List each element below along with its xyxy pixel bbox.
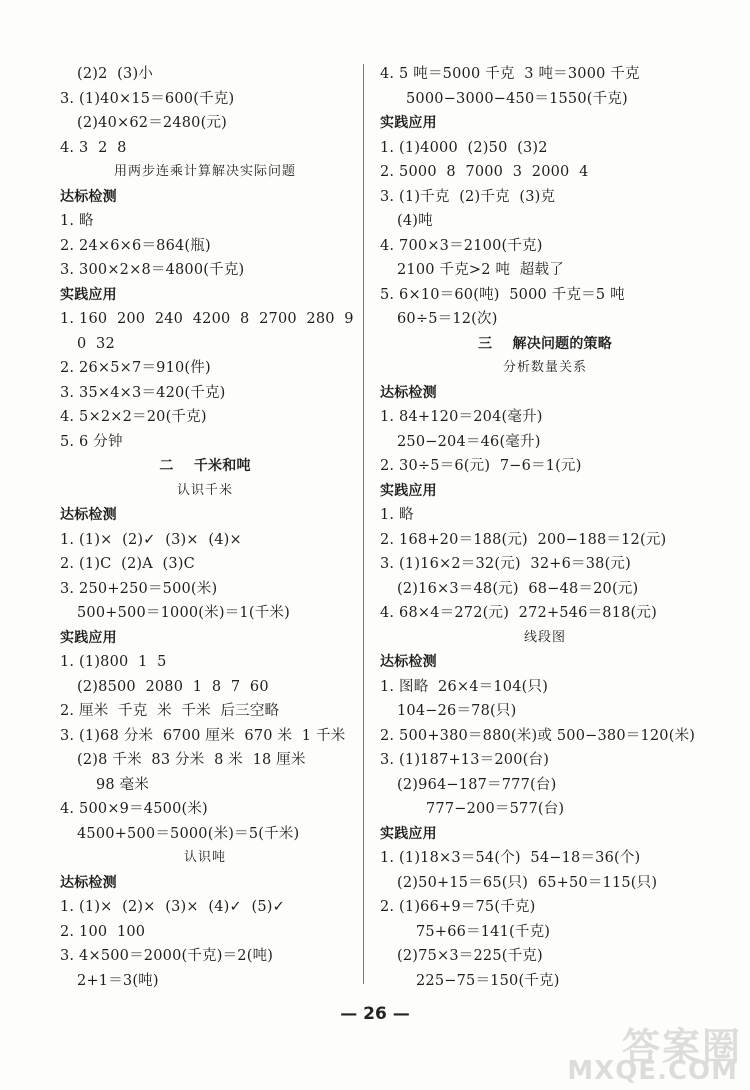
left-column [60, 62, 354, 993]
answer-line: 2. 30÷5＝6(元) 7−6＝1(元) [380, 458, 582, 474]
answer-line: (4)吨 [397, 213, 433, 229]
answer-line: 3. 300×2×8＝4800(千克) [60, 262, 245, 278]
answer-line: 3. 250+250＝500(米) [60, 580, 218, 597]
answer-line: 1. 160 200 240 4200 8 2700 280 9 [60, 311, 354, 327]
answer-line: 1. 略 [380, 507, 414, 523]
answer-line: 4500+500＝5000(米)＝5(千米) [77, 825, 300, 842]
answer-line: 5. 6×10＝60(吨) 5000 千克＝5 吨 [380, 286, 625, 303]
answer-line: 104−26＝78(只) [397, 703, 517, 719]
answer-line: 1. (1)18×3＝54(个) 54−18＝36(个) [380, 850, 641, 866]
section-heading: 实践应用 [380, 482, 437, 499]
answer-line: 3. (1)187+13＝200(台) [380, 752, 550, 768]
section-heading: 实践应用 [380, 825, 437, 842]
answer-line: 2. 5000 8 7000 3 2000 4 [380, 164, 589, 180]
topic-subtitle: 用两步连乘计算解决实际问题 [113, 164, 296, 179]
answer-line: 3. (1)40×15＝600(千克) [60, 90, 235, 107]
unit-title: 三 解决问题的策略 [478, 335, 612, 352]
answer-line: 4. 5 吨＝5000 千克 3 吨＝3000 千克 [380, 66, 640, 82]
answer-line: 3. 4×500＝2000(千克)＝2(吨) [60, 948, 274, 964]
answer-line: 3. 35×4×3＝420(千克) [60, 384, 226, 401]
answer-line: (2)16×3＝48(元) 68−48＝20(元) [397, 580, 639, 597]
answer-line: 1. (1)× (2)× (3)× (4)✓ (5)✓ [60, 899, 285, 915]
answer-line: 2. (1)C (2)A (3)C [60, 556, 195, 572]
answer-line: 1. 略 [60, 213, 94, 229]
section-heading: 实践应用 [380, 115, 437, 131]
answer-line: 2. (1)66+9＝75(千克) [380, 899, 536, 915]
answer-line: 3. (1)68 分米 6700 厘米 670 米 1 千米 [60, 727, 346, 744]
answer-line: 1. (1)800 1 5 [60, 654, 167, 670]
topic-subtitle: 认识吨 [183, 850, 226, 865]
answer-line: (2)40×62＝2480(元) [77, 115, 228, 131]
answer-line: 4. 3 2 8 [60, 139, 127, 156]
answer-line: 60÷5＝12(次) [397, 311, 498, 327]
answer-line: 4. 700×3＝2100(千克) [380, 237, 543, 254]
answer-line: 500+500＝1000(米)＝1(千米) [77, 605, 290, 621]
topic-subtitle: 认识千米 [176, 482, 233, 498]
answer-line: 1. (1)× (2)✓ (3)× (4)× [60, 531, 242, 548]
answer-line: 1. (1)4000 (2)50 (3)2 [380, 139, 548, 156]
right-column [380, 62, 710, 993]
answer-line: 3. (1)16×2＝32(元) 32+6＝38(元) [380, 556, 631, 572]
answer-line: 2. 厘米 千克 米 千米 后三空略 [60, 703, 280, 719]
answer-line: (2)964−187＝777(台) [397, 776, 557, 793]
answer-line: 2. 100 100 [60, 923, 146, 940]
answer-line: (2)75×3＝225(千克) [397, 948, 543, 964]
answer-line: 777−200＝577(台) [426, 801, 565, 817]
column-divider [363, 64, 364, 984]
answer-line: 0 32 [77, 335, 115, 352]
answer-line: 225−75＝150(千克) [416, 972, 560, 989]
answer-line: 2. 500+380＝880(米)或 500−380＝120(米) [380, 727, 696, 744]
topic-subtitle: 线段图 [523, 629, 566, 645]
answer-line: 2. 168+20＝188(元) 200−188＝12(元) [380, 531, 667, 548]
watermark-text-top: 答案圈 [621, 1025, 742, 1069]
answer-line: 4. 68×4＝272(元) 272+546＝818(元) [380, 605, 657, 621]
section-heading: 实践应用 [60, 286, 117, 303]
answer-line: 4. 5×2×2＝20(千克) [60, 409, 207, 425]
page-number: — 26 — [340, 1004, 410, 1024]
answer-line: 3. (1)千克 (2)千克 (3)克 [380, 188, 556, 205]
section-heading: 达标检测 [60, 874, 117, 891]
section-heading: 达标检测 [380, 654, 437, 670]
answer-line: 4. 500×9＝4500(米) [60, 801, 208, 817]
watermark-logo [567, 1016, 742, 1086]
answer-line: (2)8 千米 83 分米 8 米 18 厘米 [77, 752, 306, 768]
answer-line: 2. 24×6×6＝864(瓶) [60, 237, 211, 254]
answer-line: 5. 6 分钟 [60, 433, 123, 450]
section-heading: 实践应用 [60, 629, 117, 646]
answer-line: (2)8500 2080 1 8 7 60 [77, 678, 269, 695]
answer-line: 1. 84+120＝204(毫升) [380, 409, 543, 425]
section-heading: 达标检测 [60, 188, 117, 205]
watermark-text-bottom: MXQE.COM [567, 1056, 738, 1086]
answer-line: 2100 千克>2 吨 超载了 [397, 262, 564, 278]
topic-subtitle: 分析数量关系 [502, 360, 587, 375]
answer-line: 5000−3000−450＝1550(千克) [406, 90, 628, 107]
answer-line: 2. 26×5×7＝910(件) [60, 360, 211, 376]
section-heading: 达标检测 [60, 507, 117, 523]
answer-line: 250−204＝46(毫升) [397, 433, 541, 450]
answer-line: 98 毫米 [96, 776, 150, 793]
unit-title: 二 千米和吨 [159, 458, 251, 474]
answer-line: 2+1＝3(吨) [77, 972, 159, 989]
answer-line: (2)50+15＝65(只) 65+50＝115(只) [397, 874, 658, 891]
answer-line: 75+66＝141(千克) [416, 923, 551, 940]
section-heading: 达标检测 [380, 384, 437, 401]
answer-line: 1. 图略 26×4＝104(只) [380, 678, 549, 695]
answer-line: (2)2 (3)小 [77, 66, 154, 82]
